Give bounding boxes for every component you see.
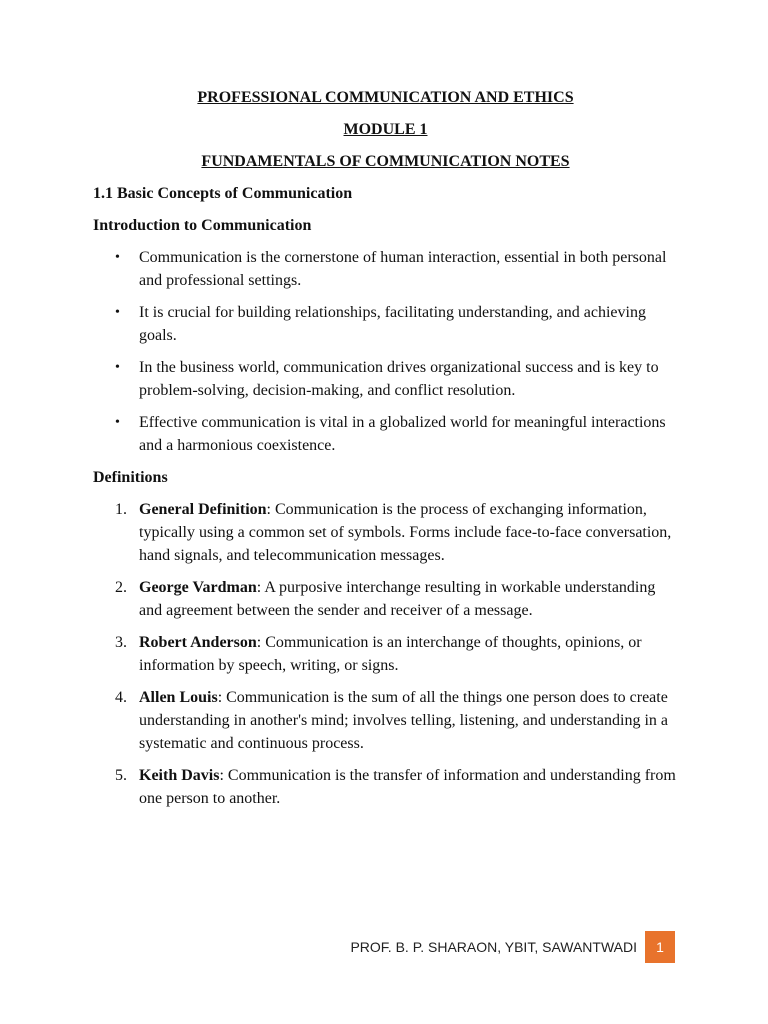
list-item — [93, 246, 678, 292]
section-heading: 1.1 Basic Concepts of Communication — [93, 185, 353, 202]
footer-author: PROF. B. P. SHARAON, YBIT, SAWANTWADI — [350, 938, 637, 955]
page-number-badge: 1 — [645, 931, 675, 963]
bullet-text: It is crucial for building relationships, facilitating understanding, and achieving goals. — [139, 304, 646, 344]
item-number: 1. — [115, 501, 127, 518]
definitions-heading: Definitions — [93, 469, 168, 486]
definition-text: : Communication is the transfer of information and understanding from one person to another. — [139, 767, 676, 807]
list-item — [93, 498, 678, 567]
bullet-icon: • — [115, 305, 120, 320]
definition-term: Allen Louis — [139, 689, 218, 706]
notes-title: FUNDAMENTALS OF COMMUNICATION NOTES — [201, 153, 570, 170]
page-footer — [350, 931, 675, 963]
list-item — [93, 356, 678, 402]
bullet-text: In the business world, communication drives organizational success and is key to problem-solving, decision-making, and conflict resolution. — [139, 359, 659, 399]
definition-text: : Communication is the process of exchanging information, typically using a common set of symbols. Forms include face-to-face conversation, hand signals, and telecommunication messages. — [139, 501, 672, 564]
definition-text: : Communication is an interchange of thoughts, opinions, or information by speech, writing, or signs. — [139, 634, 642, 674]
list-item — [93, 764, 678, 810]
definition-term: Robert Anderson — [139, 634, 257, 651]
item-number: 5. — [115, 767, 127, 784]
list-item — [93, 301, 678, 347]
module-title: MODULE 1 — [343, 121, 428, 138]
document-title: PROFESSIONAL COMMUNICATION AND ETHICS — [197, 89, 574, 106]
bullet-icon: • — [115, 415, 120, 430]
list-item — [93, 686, 678, 755]
item-number: 4. — [115, 689, 127, 706]
list-item — [93, 631, 678, 677]
bullet-icon: • — [115, 360, 120, 375]
intro-bullet-list — [93, 246, 678, 457]
definitions-list — [93, 498, 678, 810]
item-number: 2. — [115, 579, 127, 596]
intro-heading: Introduction to Communication — [93, 217, 312, 234]
definition-term: Keith Davis — [139, 767, 220, 784]
page-content — [93, 86, 678, 819]
bullet-icon: • — [115, 250, 120, 265]
definition-text: : Communication is the sum of all the things one person does to create understanding in another's mind; involves telling, listening, and understanding in a systematic and continuous process. — [139, 689, 669, 752]
definition-term: George Vardman — [139, 579, 257, 596]
item-number: 3. — [115, 634, 127, 651]
definition-term: General Definition — [139, 501, 267, 518]
bullet-text: Effective communication is vital in a globalized world for meaningful interactions and a harmonious coexistence. — [139, 414, 666, 454]
list-item — [93, 576, 678, 622]
list-item — [93, 411, 678, 457]
definition-text: : A purposive interchange resulting in workable understanding and agreement between the sender and receiver of a message. — [139, 579, 656, 619]
bullet-text: Communication is the cornerstone of human interaction, essential in both personal and professional settings. — [139, 249, 667, 289]
